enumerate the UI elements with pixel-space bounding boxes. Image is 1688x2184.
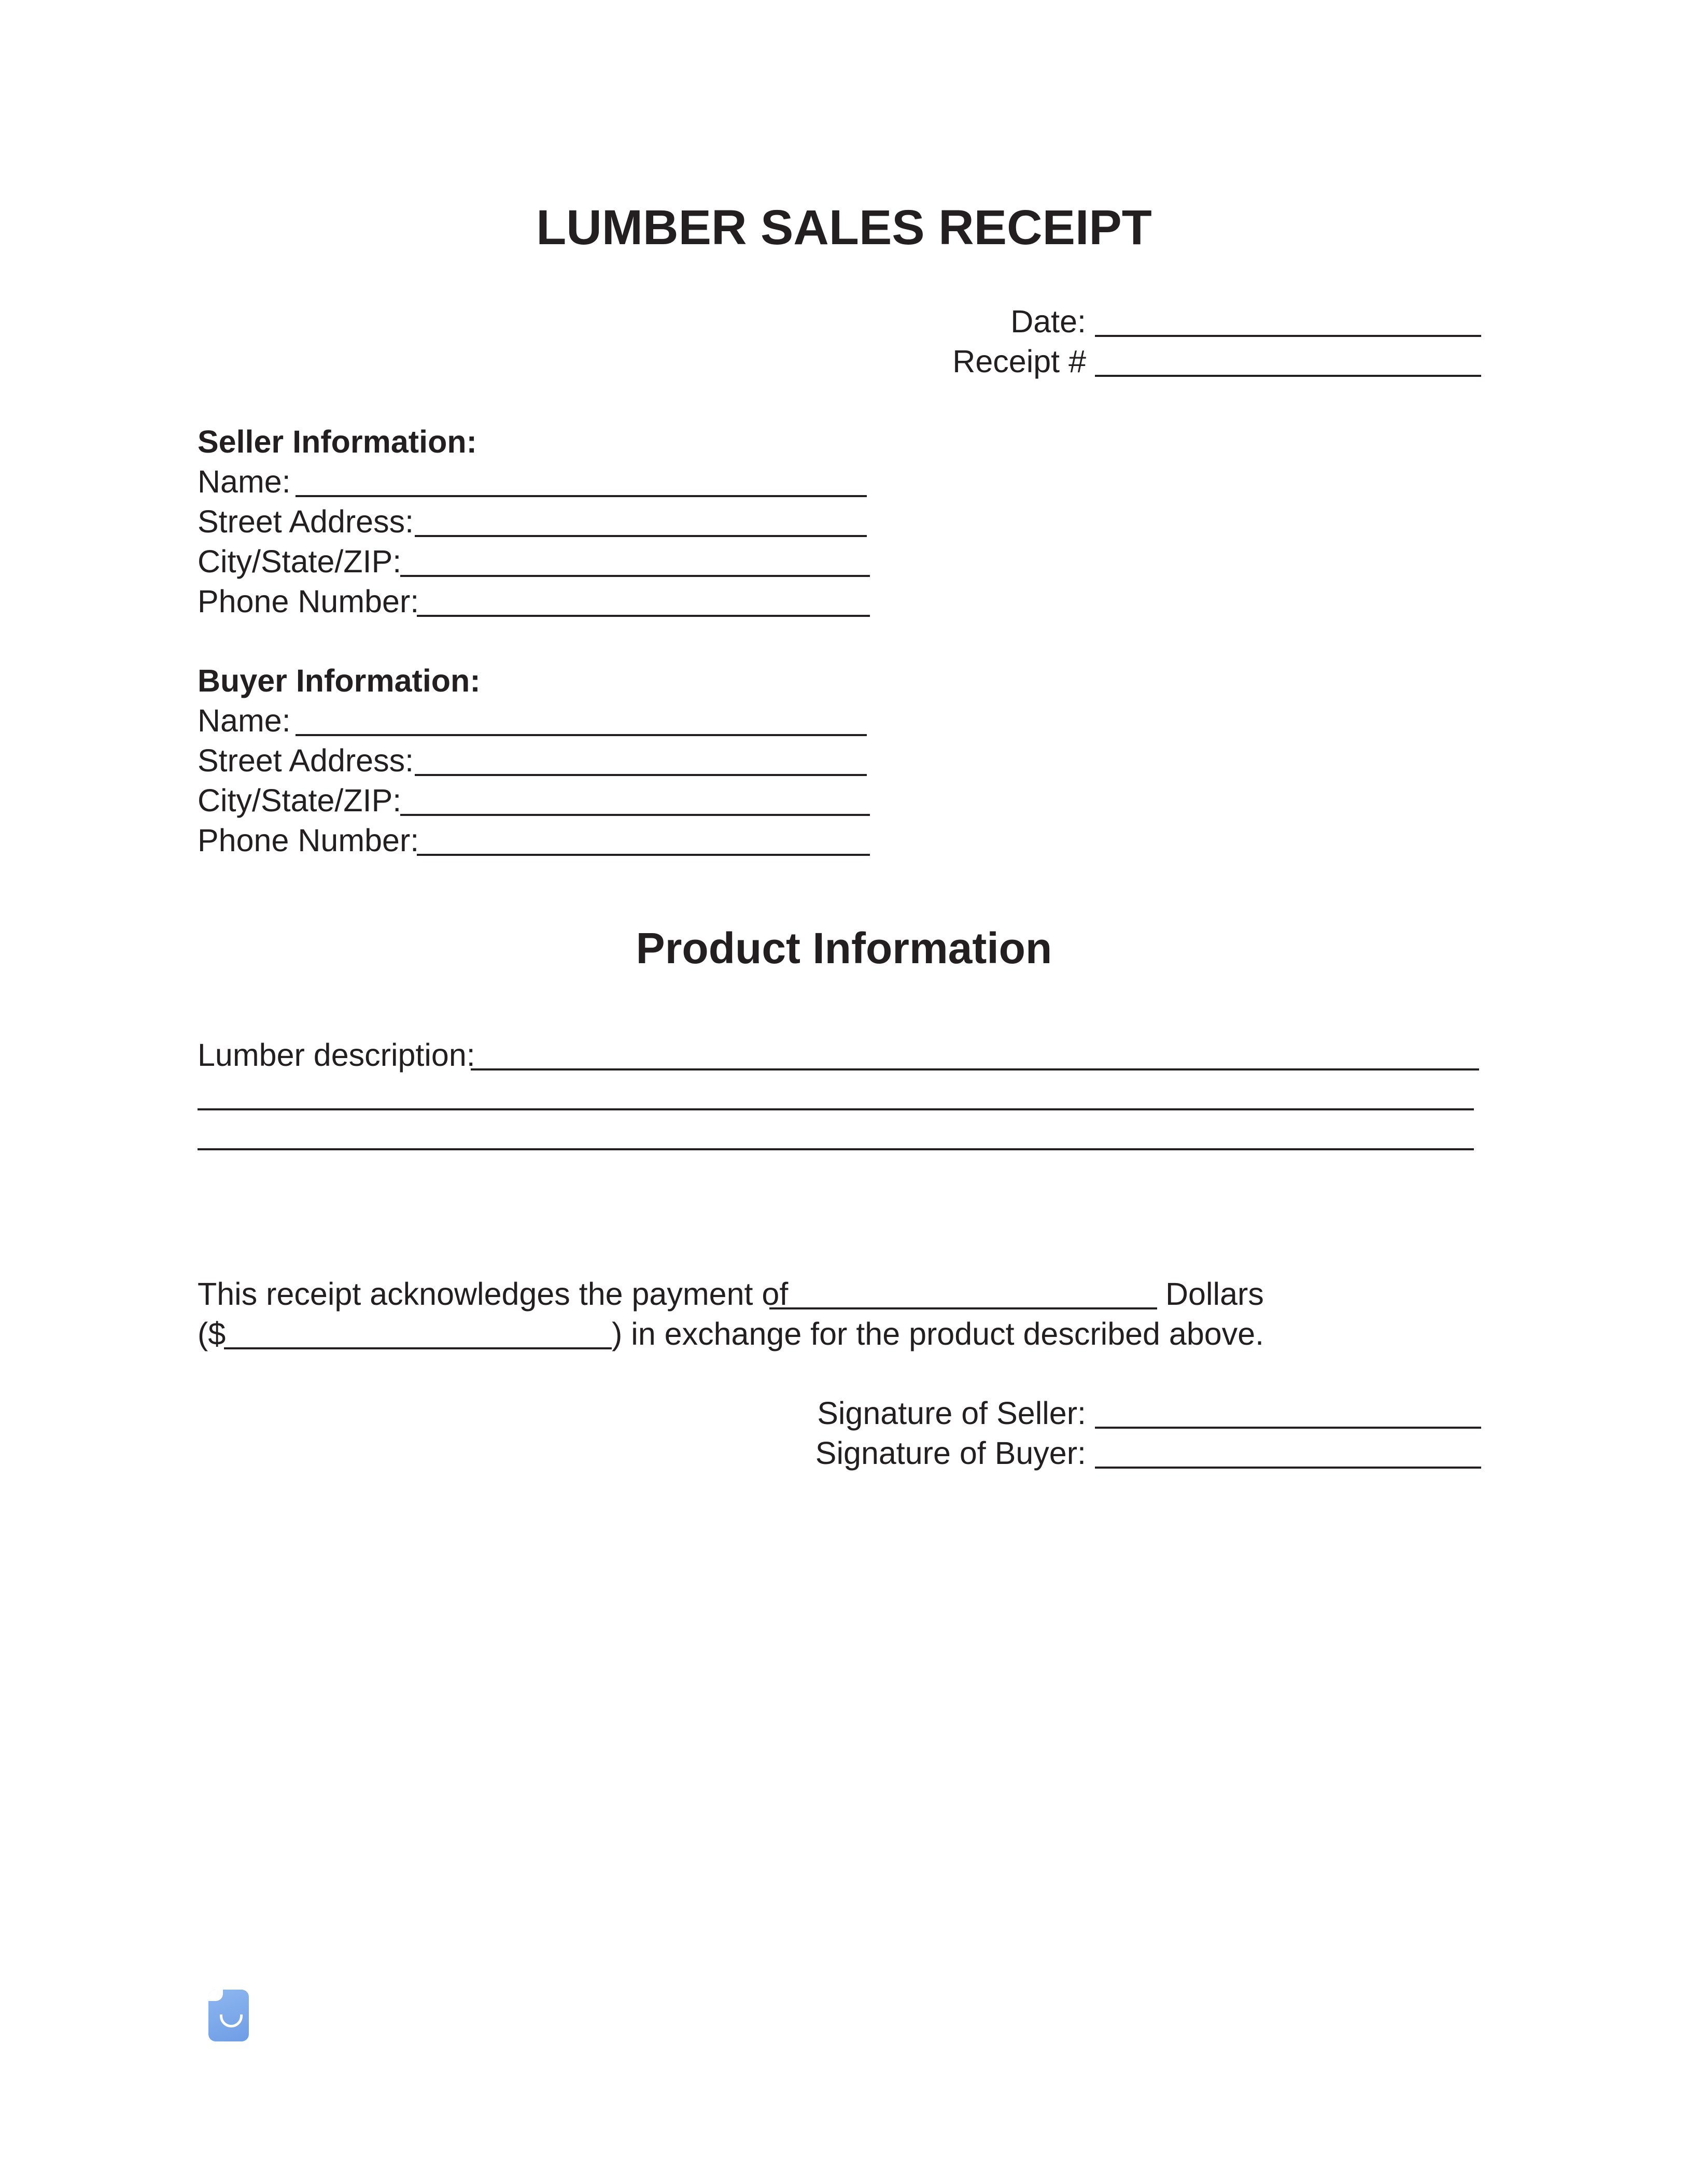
seller-phone-field[interactable]: [417, 615, 870, 617]
seller-street-label: Street Address:: [198, 504, 414, 539]
seller-name-field[interactable]: [296, 495, 867, 497]
seller-heading: Seller Information:: [198, 424, 477, 459]
lumber-description-field-line-1[interactable]: [471, 1068, 1479, 1070]
buyer-heading: Buyer Information:: [198, 663, 481, 698]
buyer-city-label: City/State/ZIP:: [198, 783, 402, 818]
payment-amount-words-field[interactable]: [769, 1307, 1157, 1309]
buyer-name-label: Name:: [198, 703, 291, 738]
payment-text-line2-suffix: ) in exchange for the product described above.: [612, 1316, 1264, 1351]
seller-phone-label: Phone Number:: [198, 584, 419, 619]
document-smile-icon: [208, 1990, 249, 2041]
logo-fold: [208, 1990, 223, 2001]
payment-amount-number-field[interactable]: [224, 1347, 612, 1349]
seller-city-field[interactable]: [400, 575, 870, 577]
date-field[interactable]: [1095, 335, 1481, 337]
receipt-number-field[interactable]: [1095, 375, 1481, 377]
lumber-description-field-line-3[interactable]: [198, 1148, 1474, 1150]
product-heading: Product Information: [636, 924, 1052, 973]
payment-text-line2-prefix: ($: [198, 1316, 226, 1351]
buyer-street-field[interactable]: [415, 774, 867, 776]
seller-signature-field[interactable]: [1095, 1427, 1481, 1429]
lumber-description-field-line-2[interactable]: [198, 1108, 1474, 1110]
buyer-name-field[interactable]: [296, 734, 867, 736]
seller-street-field[interactable]: [415, 535, 867, 537]
logo-smile: [220, 2014, 243, 2027]
seller-city-label: City/State/ZIP:: [198, 544, 402, 579]
receipt-number-label: Receipt #: [952, 344, 1086, 379]
page-title: LUMBER SALES RECEIPT: [536, 200, 1152, 255]
buyer-phone-label: Phone Number:: [198, 823, 419, 858]
payment-text-line1-prefix: This receipt acknowledges the payment of: [198, 1276, 789, 1312]
date-label: Date:: [1010, 304, 1086, 339]
lumber-description-label: Lumber description:: [198, 1037, 475, 1073]
seller-signature-label: Signature of Seller:: [817, 1396, 1086, 1431]
payment-text-line1-suffix: Dollars: [1165, 1276, 1264, 1312]
buyer-signature-field[interactable]: [1095, 1467, 1481, 1469]
buyer-street-label: Street Address:: [198, 743, 414, 778]
buyer-signature-label: Signature of Buyer:: [815, 1435, 1086, 1471]
buyer-phone-field[interactable]: [417, 854, 870, 856]
buyer-city-field[interactable]: [400, 814, 870, 816]
seller-name-label: Name:: [198, 464, 291, 499]
